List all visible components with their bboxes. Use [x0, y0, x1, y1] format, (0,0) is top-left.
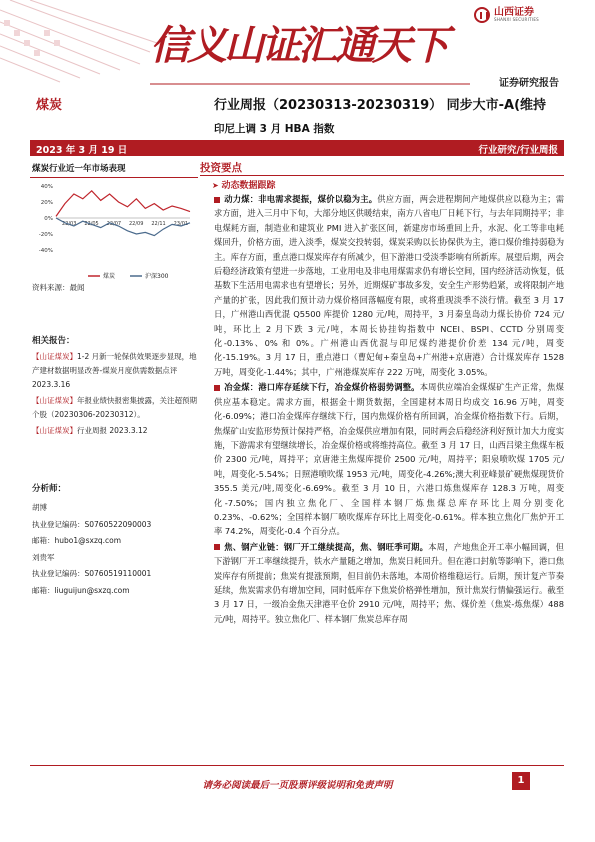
x-tick-label: 23/01: [173, 221, 189, 227]
square-bullet-icon: [214, 197, 220, 203]
square-bullet-icon: [214, 385, 220, 391]
square-bullet-icon: [214, 544, 220, 550]
footer-disclaimer[interactable]: 请务必阅读最后一页股票评级说明和免责声明: [202, 780, 393, 791]
report-category: 行业研究/行业周报: [478, 145, 558, 156]
related-report-item[interactable]: 【山证煤炭】年报业绩快报密集披露，关注超预期个股（20230306-20230312）。: [32, 396, 197, 419]
paragraph-coke-steel: 焦、钢产业链：钢厂开工继续提高，焦、钢旺季可期。本周，产地焦企开工率小幅回调，但下游钢厂开工率继续提升，铁水产量随之增加，焦炭日耗回升。但在港口封航等影响下，港口焦炭库存有所提前；焦炭有提涨预期，但目前仍未落地，本周价格维稳运行。后期，预计复产节奏延续，焦炭需求仍有增加空间，同时低库存下焦炭价格弹性增加，预计焦炭行情偏强运行。截至 3 月 17 日，一级冶金焦天津港平仓价 2910 元/吨，周持平；焦、煤价差（焦炭-炼焦煤）488 元/吨，周持平。独立焦化厂、样本钢厂焦炭总库存周: [214, 541, 564, 624]
y-tick-label: 20%: [40, 200, 53, 206]
analysts-list: [32, 500, 198, 599]
related-report-item[interactable]: 【山证煤炭】1-2 月新一轮保供效果逐步显现，地产建材数据明显改善-煤炭月度供需数据点评 2023.3.16: [32, 352, 197, 389]
analysts-title: 分析师：: [32, 484, 67, 494]
x-tick-label: 22/11: [151, 221, 166, 227]
report-date: 2023 年 3 月 19 日: [36, 145, 128, 156]
chart-title: 煤炭行业近一年市场表现: [30, 160, 198, 178]
x-tick-label: 22/05: [84, 221, 99, 227]
paragraph-thermal-coal: 动力煤：非电需求提振，煤价以稳为主。供应方面，两会进程期间产地煤供应以稳为主；需求方面，进入三月中下旬，大部分地区供暖结束，南方八省电厂日耗下行，与去年同期持平；非电煤耗方面，制造业和建筑业 PMI 进入扩张区间，新建房市场重回上升，水泥、化工等非电耗煤回升，价格方面，进入淡季，煤炭交投转弱，煤炭采购以长协保供为主，港口煤价维持弱稳为主。库存方面，重点港口煤炭库存有所减少，但下游港口受淡季影响有所新库。展望后期，两会后稳经济政策有望进一步落地，工业用电及非电用煤需求仍有增长空间，国内经济活动恢复，低基数下生活用电需求也有望增长；另外，近期煤矿事故多发，安全生产形势趋紧，或将限制产地产量的扩张，因此我们预计动力煤价格回落幅度有限，或将重现淡季不淡行情。截至 3 月 17 日，广州港山西优混 Q5500 库提价 1280 元/吨，周持平，3 月秦皇岛动力煤长协价 724 元/吨，环比上 2 月下跌 3 元/吨，本周长协挂钩指数中 NCEI、BSPI、CCTD 分别周变化-0.13%、0% 和 0%。广州港山西优混与印尼煤约港提价价差 134 元/吨，周变化-15.19%。3 月 17 日，重点港口（曹妃甸+秦皇岛+广州港+京唐港）合计煤炭库存 1528 万吨，周变化-1.44%；其中，广州港煤炭库存 222 万吨，周变化 3.05%。: [214, 194, 564, 377]
main-body: [214, 192, 564, 627]
sub-section-title: ➤ 动态数据跟踪: [212, 181, 276, 191]
slogan: 信义山证汇通天下: [150, 22, 446, 69]
section-title: 投资要点: [200, 162, 242, 174]
analyst-name: 刘贵军: [32, 552, 55, 562]
sidebar: [30, 160, 198, 595]
legend-label: 煤炭: [103, 273, 116, 280]
y-tick-label: -20%: [38, 232, 53, 238]
arrow-icon: ➤: [212, 181, 222, 190]
date-bar: [30, 140, 564, 156]
report-title: 行业周报（20230313-20230319） 同步大市-A(维持: [214, 98, 547, 113]
x-tick-label: 22/03: [62, 221, 77, 227]
logo-icon: [474, 7, 490, 23]
analyst-license: 执业登记编码：S0760519110001: [32, 569, 152, 578]
report-type: 证券研究报告: [499, 78, 559, 89]
page-number: 1: [512, 772, 530, 790]
legend-label: 沪深300: [145, 273, 169, 280]
y-tick-label: 0%: [44, 216, 53, 222]
header-banner: [0, 0, 595, 92]
y-tick-label: 40%: [40, 184, 53, 190]
footer-divider: [30, 765, 564, 766]
analyst-email[interactable]: 邮箱：hubo1@sxzq.com: [32, 536, 122, 545]
x-tick-label: 22/09: [129, 221, 144, 227]
industry-label: 煤炭: [36, 98, 63, 113]
logo-name-cn: 山西证券: [494, 7, 534, 18]
analyst-license: 执业登记编码：S0760522090003: [32, 519, 152, 529]
related-report-item[interactable]: 【山证煤炭】行业周报 2023.3.12: [32, 426, 148, 435]
y-tick-label: -40%: [38, 248, 53, 254]
market-performance-chart: [30, 180, 198, 288]
analyst-name: 胡博: [32, 503, 47, 512]
report-subtitle: 印尼上调 3 月 HBA 指数: [214, 123, 335, 135]
company-logo: [474, 6, 539, 24]
x-tick-label: 22/07: [106, 221, 122, 227]
analyst-email[interactable]: 邮箱：liuguijun@sxzq.com: [32, 585, 130, 595]
paragraph-metallurgical-coal: 冶金煤：港口库存延续下行，冶金煤价格弱势调整。本周供应端冶金煤煤矿生产正常，焦煤供应基本稳定。需求方面，根据金十期货数据，全国建材本周日均成交 16.96 万吨，周变化-6.09%；港口冶金煤库存继续下行，国内焦煤价格有所回调，冶金煤价格指数下行。后期，焦煤矿山安监形势预计保持严格，冶金煤供应增加有限，同时两会后稳经济利好预计加大力度实施，下游需求有望继续增长，冶金煤价格或将维持高位。截至 3 月 17 日，山西吕梁主焦煤车板价 2300 元/吨，周持平；京唐港主焦煤库提价 2500 元/吨，周持平；阳泉喷吹煤 1705 元/吨，周变化-5.54%；日照港喷吹煤 1953 元/吨，周变化-4.26%;澳大利亚峰景矿硬焦煤现货价 355.5 美元/吨,周变化-6.69%。截至 3 月 10 日，六港口炼焦煤库存 128.3 万吨，周变化-7.50%；国内独立焦化厂、全国样本钢厂炼焦煤总库存环比上周分别变化 0.23%、-0.62%；全国样本钢厂喷吹煤库存环比上周变化-0.61%。样本独立焦化厂焦炉开工率 74.2%，周变化-0.4 个百分点。: [214, 382, 564, 537]
chart-source: 资料来源：最闻: [32, 283, 85, 292]
related-reports-title: 相关报告：: [32, 336, 75, 346]
series-line: [56, 191, 190, 217]
section-divider: [200, 175, 564, 176]
related-reports-list: [32, 350, 198, 440]
logo-name-en: SHANXI SECURITIES: [494, 17, 540, 22]
title-row: [0, 90, 595, 114]
